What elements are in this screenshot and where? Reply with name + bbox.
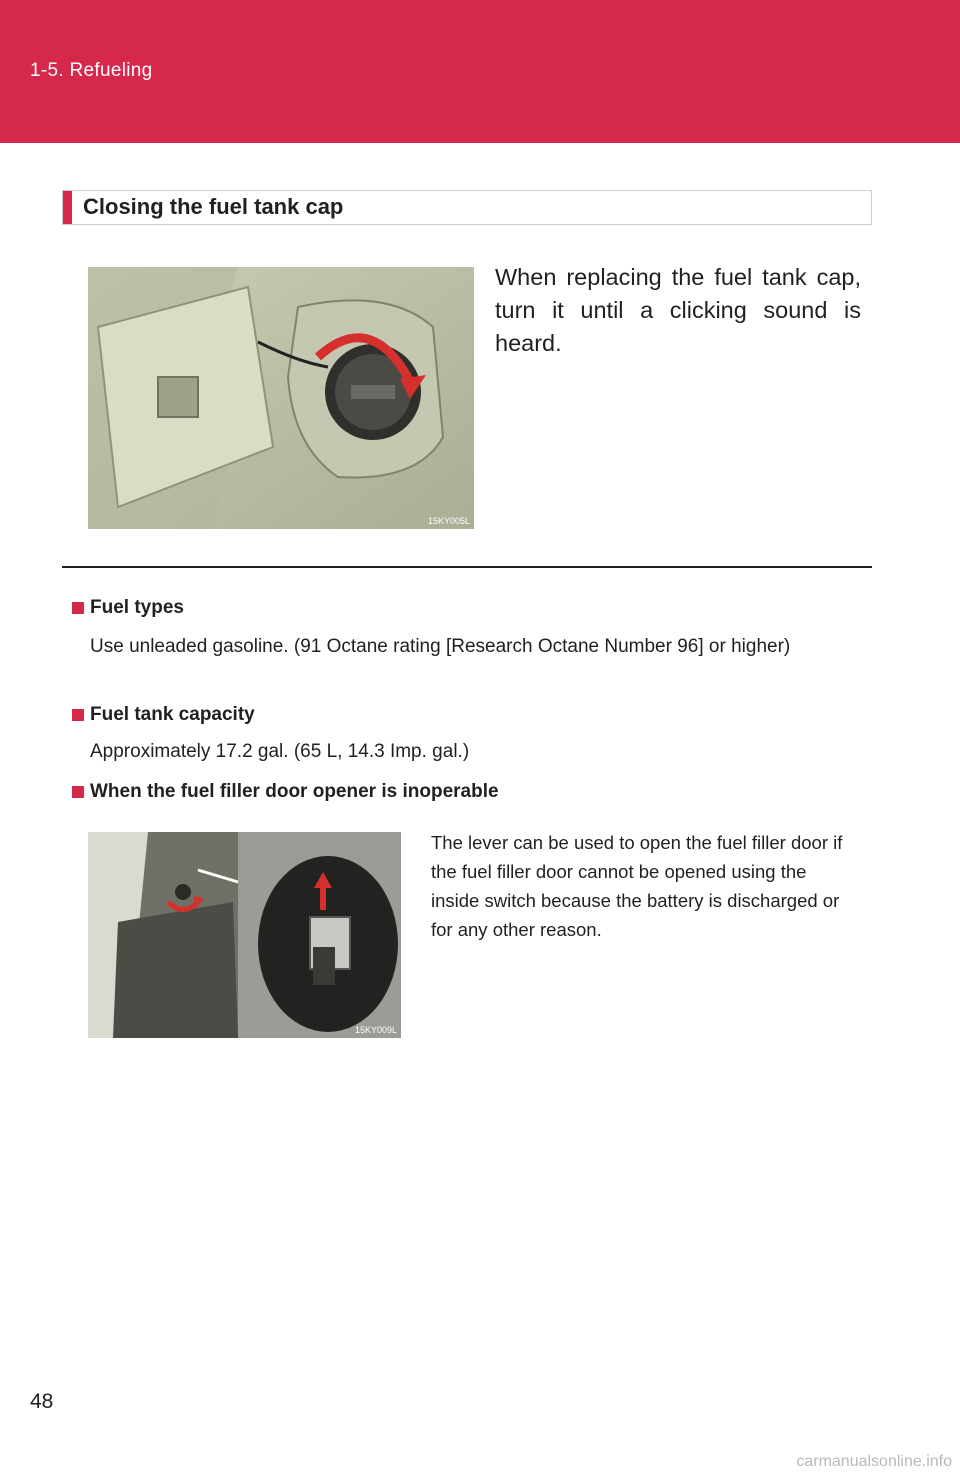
page-number: 48 xyxy=(30,1390,54,1413)
fuel-cap-illustration xyxy=(88,267,474,529)
info-heading-filler-door-inoperable xyxy=(72,781,499,803)
square-bullet-icon xyxy=(72,786,84,798)
fuel-cap-drawing xyxy=(88,267,474,529)
info-body-filler-door-inoperable: The lever can be used to open the fuel filler door if the fuel filler door cannot be opened using the inside switch because the battery is discharged or for any other reason. xyxy=(431,832,843,940)
info-heading-fuel-tank-capacity xyxy=(72,704,255,726)
info-heading-text: Fuel types xyxy=(90,597,184,618)
figure-code: 15KY005L xyxy=(427,516,470,526)
header-section-title: 1-5. Refueling xyxy=(30,60,153,81)
section-title: Closing the fuel tank cap xyxy=(83,194,344,219)
trunk-lever-illustration xyxy=(88,832,401,1038)
square-bullet-icon xyxy=(72,709,84,721)
watermark: carmanualsonline.info xyxy=(796,1453,952,1470)
info-body-fuel-tank-capacity: Approximately 17.2 gal. (65 L, 14.3 Imp. gal.) xyxy=(90,741,470,762)
instruction-text: When replacing the fuel tank cap, turn it until a clicking sound is heard. xyxy=(495,264,861,356)
section-divider xyxy=(62,566,872,568)
square-bullet-icon xyxy=(72,602,84,614)
figure-code: 15KY009L xyxy=(354,1025,397,1035)
info-heading-text: Fuel tank capacity xyxy=(90,704,255,725)
section-heading-bar xyxy=(62,190,872,225)
section-accent-mark xyxy=(63,191,72,224)
info-heading-fuel-types xyxy=(72,597,184,619)
trunk-lever-drawing xyxy=(88,832,401,1038)
info-heading-text: When the fuel filler door opener is inoperable xyxy=(90,781,499,802)
info-body-fuel-types: Use unleaded gasoline. (91 Octane rating [Research Octane Number 96] or higher) xyxy=(90,636,791,657)
